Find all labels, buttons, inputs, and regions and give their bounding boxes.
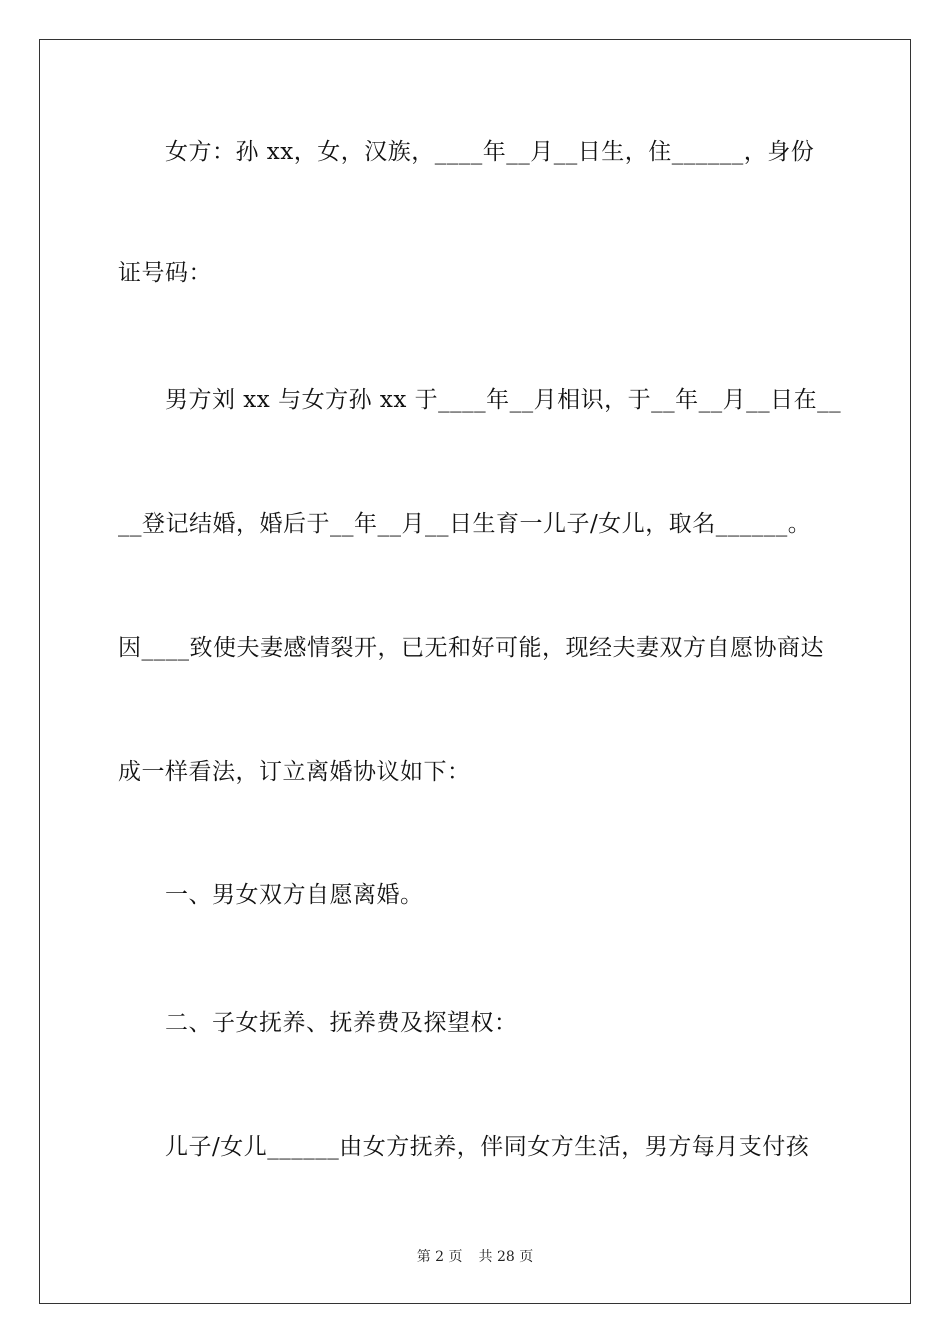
paragraph-line-agreement-intro: 成一样看法，订立离婚协议如下：: [118, 759, 471, 785]
paragraph-line-woman-info: 女方：孙 xx，女，汉族，____年__月__日生，住______，身份: [165, 139, 815, 165]
page-total: 共 28 页: [478, 1249, 534, 1265]
paragraph-line-id-number: 证号码：: [118, 260, 212, 286]
page-footer: [0, 1248, 950, 1266]
paragraph-line-meeting: 男方刘 xx 与女方孙 xx 于____年__月相识，于__年__月__日在__: [165, 387, 842, 413]
page-number: 第 2 页: [416, 1249, 463, 1265]
clause-two: 二、子女抚养、抚养费及探望权：: [165, 1010, 518, 1036]
clause-one: 一、男女双方自愿离婚。: [165, 882, 424, 908]
paragraph-line-reason: 因____致使夫妻感情裂开，已无和好可能，现经夫妻双方自愿协商达: [118, 635, 824, 661]
paragraph-line-custody: 儿子/女儿______由女方抚养，伴同女方生活，男方每月支付孩: [165, 1134, 810, 1160]
page-border: [39, 39, 911, 1304]
paragraph-line-marriage: __登记结婚，婚后于__年__月__日生育一儿子/女儿，取名______。: [118, 511, 812, 537]
